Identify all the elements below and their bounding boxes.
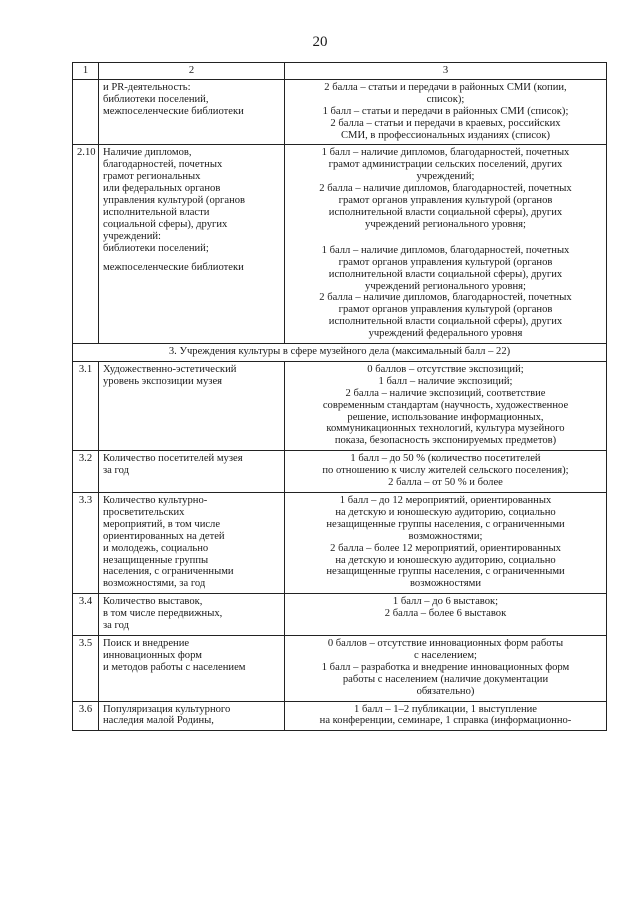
criterion-line: или федеральных органов bbox=[103, 183, 221, 195]
page-number: 20 bbox=[312, 34, 328, 50]
row-number: 2.10 bbox=[73, 145, 99, 344]
score-line: исполнительной власти социальной сферы), других bbox=[328, 316, 563, 328]
criterion-line: межпоселенческие библиотеки bbox=[103, 105, 244, 117]
header-col-1: 1 bbox=[73, 63, 99, 80]
criterion-line: Количество посетителей музея bbox=[103, 453, 243, 465]
criterion-line: наследия малой Родины, bbox=[103, 715, 214, 727]
score-line: учреждений; bbox=[416, 171, 475, 183]
score-line: 2 балла – от 50 % и более bbox=[388, 477, 503, 489]
score-line: 2 балла – более 6 выставок bbox=[384, 608, 507, 620]
score-line: учреждений федерального уровня bbox=[368, 328, 523, 340]
header-col-3: 3 bbox=[285, 63, 607, 80]
table-row-2-10 bbox=[73, 145, 607, 344]
section-heading-row bbox=[73, 344, 607, 362]
score-line: коммуникационных технологий, культура музейного bbox=[326, 423, 565, 435]
criterion-line: Художественно-эстетический bbox=[103, 363, 237, 375]
criterion-cell bbox=[99, 635, 285, 701]
score-line: 1 балл – 1–2 публикации, 1 выступление bbox=[354, 703, 537, 715]
score-line: возможностями bbox=[410, 578, 481, 590]
score-line: 1 балл – до 50 % (количество посетителей bbox=[350, 453, 541, 465]
row-number: 3.6 bbox=[73, 701, 99, 731]
criterion-line: и молодежь, социально bbox=[103, 542, 209, 554]
criterion-line: управления культурой (органов bbox=[103, 195, 246, 207]
score-line: 0 баллов – отсутствие экспозиций; bbox=[367, 363, 524, 375]
header-col-2: 2 bbox=[99, 63, 285, 80]
score-line: решение, использование информационных, bbox=[347, 411, 544, 423]
score-cell bbox=[285, 145, 607, 344]
table-row-3-4 bbox=[73, 594, 607, 636]
score-line: по отношению к числу жителей сельского поселения); bbox=[322, 465, 569, 477]
score-cell bbox=[285, 635, 607, 701]
row-number: 3.3 bbox=[73, 493, 99, 594]
score-line: 2 балла – наличие дипломов, благодарностей, почетных bbox=[319, 292, 572, 304]
score-line: 1 балл – наличие экспозиций; bbox=[378, 375, 513, 387]
score-line: 2 балла – наличие дипломов, благодарностей, почетных bbox=[319, 183, 572, 195]
score-line: 1 балл – до 6 выставок; bbox=[392, 596, 499, 608]
table-row-3-5 bbox=[73, 635, 607, 701]
score-line: современным стандартам (научность, художественное bbox=[322, 399, 569, 411]
score-line: незащищенные группы населения, с ограниченными bbox=[326, 518, 565, 530]
criterion-cell bbox=[99, 79, 285, 145]
table-row-3-6 bbox=[73, 701, 607, 731]
criterion-line: просветительских bbox=[103, 506, 185, 518]
score-line: грамот органов управления культурой (органов bbox=[338, 256, 553, 268]
score-line: 2 балла – наличие экспозиций, соответствие bbox=[345, 387, 546, 399]
criterion-cell bbox=[99, 145, 285, 344]
criterion-line: грамот региональных bbox=[103, 171, 201, 183]
score-cell bbox=[285, 361, 607, 450]
criterion-line: благодарностей, почетных bbox=[103, 159, 223, 171]
criterion-line: библиотеки поселений; bbox=[103, 242, 209, 254]
score-line: на детскую и юношескую аудиторию, социально bbox=[335, 506, 556, 518]
score-line: 0 баллов – отсутствие инновационных форм работы bbox=[327, 637, 564, 649]
score-line: 1 балл – статьи и передачи в районных СМИ (список); bbox=[322, 105, 569, 117]
row-number: 3.5 bbox=[73, 635, 99, 701]
score-line: показа, безопасность экспонируемых предметов) bbox=[334, 435, 557, 447]
score-line: незащищенные группы населения, с ограниченными bbox=[326, 566, 565, 578]
criterion-cell bbox=[99, 701, 285, 731]
score-line: 2 балла – статьи и передачи в районных СМИ (копии, bbox=[324, 81, 567, 93]
score-line: 1 балл – разработка и внедрение инновационных форм bbox=[321, 661, 570, 673]
criterion-line: возможностями, за год bbox=[103, 578, 206, 590]
criterion-line: учреждений: bbox=[103, 230, 161, 242]
criterion-cell bbox=[99, 361, 285, 450]
criterion-line: ориентированных на детей bbox=[103, 530, 225, 542]
row-number: 3.2 bbox=[73, 451, 99, 493]
criterion-line: населения, с ограниченными bbox=[103, 566, 234, 578]
score-line: СМИ, в профессиональных изданиях (список) bbox=[340, 129, 550, 141]
criterion-line: незащищенные группы bbox=[103, 554, 209, 566]
criterion-line: библиотеки поселений, bbox=[103, 93, 209, 105]
section-heading: 3. Учреждения культуры в сфере музейного дела (максимальный балл – 22) bbox=[73, 344, 607, 362]
score-cell bbox=[285, 493, 607, 594]
table-header-row bbox=[73, 63, 607, 80]
score-line: работы с населением (наличие документации bbox=[342, 673, 549, 685]
score-line: 2 балла – более 12 мероприятий, ориентированных bbox=[330, 542, 561, 554]
table-row-3-1 bbox=[73, 361, 607, 450]
table-row-3-3 bbox=[73, 493, 607, 594]
score-line: на конференции, семинаре, 1 справка (информационно- bbox=[319, 715, 572, 727]
criterion-line: за год bbox=[103, 465, 129, 477]
score-line: возможностями; bbox=[408, 530, 483, 542]
score-line: с населением; bbox=[414, 649, 477, 661]
criterion-line: социальной сферы), других bbox=[103, 218, 228, 230]
criterion-line: межпоселенческие библиотеки bbox=[103, 261, 244, 273]
criterion-line: Количество культурно- bbox=[103, 495, 208, 506]
score-line: исполнительной власти социальной сферы), других bbox=[328, 268, 563, 280]
score-line: 2 балла – статьи и передачи в краевых, российских bbox=[330, 117, 561, 129]
score-line: на детскую и юношескую аудиторию, социально bbox=[335, 554, 556, 566]
criterion-line: в том числе передвижных, bbox=[103, 608, 223, 620]
criterion-line: Наличие дипломов, bbox=[103, 147, 192, 159]
criterion-line: Популяризация культурного bbox=[103, 703, 231, 715]
score-cell bbox=[285, 701, 607, 731]
criterion-line: уровень экспозиции музея bbox=[103, 375, 223, 387]
score-line: учреждений регионального уровня; bbox=[365, 218, 526, 230]
score-line: обязательно) bbox=[416, 685, 475, 697]
criterion-cell bbox=[99, 493, 285, 594]
score-cell bbox=[285, 451, 607, 493]
criterion-cell bbox=[99, 594, 285, 636]
row-number: 3.4 bbox=[73, 594, 99, 636]
score-line: грамот органов управления культурой (органов bbox=[338, 195, 553, 207]
criterion-line: исполнительной власти bbox=[103, 206, 210, 218]
score-cell bbox=[285, 79, 607, 145]
criterion-line: и PR-деятельность: bbox=[103, 81, 191, 93]
score-line: список); bbox=[426, 93, 465, 105]
score-line: грамот органов управления культурой (органов bbox=[338, 304, 553, 316]
criteria-table bbox=[72, 62, 607, 731]
row-number: 3.1 bbox=[73, 361, 99, 450]
criterion-cell bbox=[99, 451, 285, 493]
score-line: учреждений регионального уровня; bbox=[365, 280, 526, 292]
score-line: 1 балл – наличие дипломов, благодарностей, почетных bbox=[321, 244, 570, 256]
score-line: 1 балл – до 12 мероприятий, ориентированных bbox=[339, 495, 552, 506]
criterion-line: Поиск и внедрение bbox=[103, 637, 190, 649]
row-number bbox=[73, 79, 99, 145]
criterion-line: и методов работы с населением bbox=[103, 661, 246, 673]
score-line: 1 балл – наличие дипломов, благодарностей, почетных bbox=[321, 147, 570, 159]
criterion-line: мероприятий, в том числе bbox=[103, 518, 221, 530]
table-row-pr bbox=[73, 79, 607, 145]
score-line: исполнительной власти социальной сферы), других bbox=[328, 206, 563, 218]
table-row-3-2 bbox=[73, 451, 607, 493]
criterion-line: за год bbox=[103, 620, 129, 632]
criterion-line: Количество выставок, bbox=[103, 596, 203, 608]
criterion-line: инновационных форм bbox=[103, 649, 202, 661]
score-cell bbox=[285, 594, 607, 636]
score-line: грамот администрации сельских поселений, других bbox=[328, 159, 563, 171]
